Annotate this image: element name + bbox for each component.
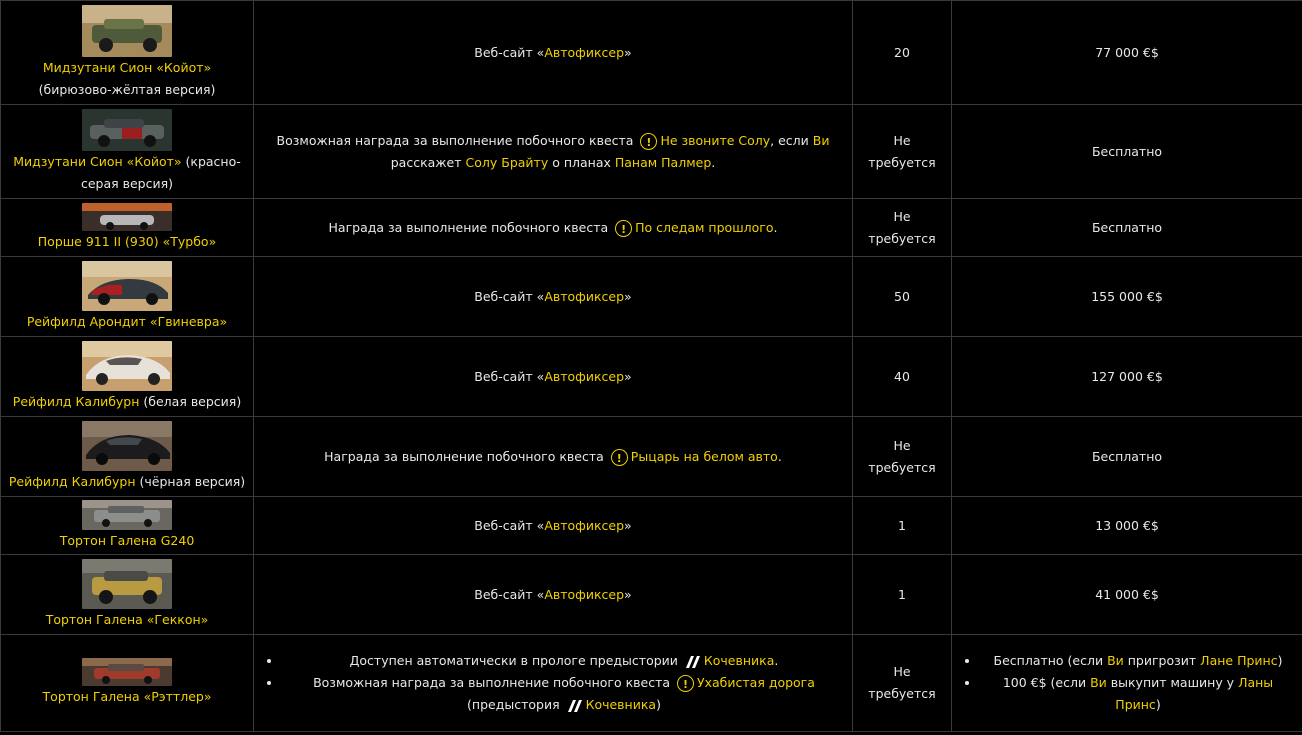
table-row bbox=[1, 497, 1302, 555]
price-text: ) bbox=[1277, 653, 1283, 668]
table-row bbox=[1, 555, 1302, 635]
price-list bbox=[958, 650, 1296, 716]
level-cell: Не требуется bbox=[853, 105, 952, 199]
vehicle-thumbnail[interactable] bbox=[82, 5, 172, 57]
vehicle-name-link[interactable]: Тортон Галена G240 bbox=[59, 532, 195, 548]
level-cell: Не требуется bbox=[853, 199, 952, 257]
character-link[interactable]: Ви bbox=[1090, 675, 1107, 690]
side-quest-icon: ! bbox=[615, 220, 632, 237]
character-link[interactable]: Ви bbox=[1107, 653, 1124, 668]
autofixer-link[interactable]: Автофиксер bbox=[544, 368, 625, 384]
source-text: , если bbox=[770, 132, 813, 148]
source-text: Награда за выполнение побочного квеста bbox=[324, 448, 608, 464]
vehicle-cell bbox=[1, 1, 254, 105]
vehicle-name-link[interactable]: Тортон Галена «Рэттлер» bbox=[42, 689, 212, 704]
table-row bbox=[1, 105, 1302, 199]
character-link[interactable]: Панам Палмер bbox=[614, 154, 712, 170]
price-cell: 41 000 €$ bbox=[952, 555, 1302, 635]
source-text: (предыстория bbox=[467, 697, 564, 712]
quest-link[interactable]: Не звоните Солу bbox=[660, 132, 771, 148]
table-row bbox=[1, 417, 1302, 497]
price-cell: Бесплатно bbox=[952, 105, 1302, 199]
vehicle-cell bbox=[1, 635, 254, 732]
vehicle-thumbnail[interactable] bbox=[82, 203, 172, 231]
table-row bbox=[1, 337, 1302, 417]
vehicle-name-link[interactable]: Рейфилд Арондит «Гвиневра» bbox=[26, 313, 228, 329]
level-cell: 40 bbox=[853, 337, 952, 417]
source-cell bbox=[254, 635, 853, 732]
vehicle-cell bbox=[1, 555, 254, 635]
list-item bbox=[980, 650, 1296, 672]
price-text: ) bbox=[1155, 697, 1161, 712]
source-cell bbox=[254, 105, 853, 199]
source-text: Веб-сайт « bbox=[474, 368, 545, 384]
source-text: Возможная награда за выполнение побочного квеста bbox=[313, 675, 674, 690]
source-text: Награда за выполнение побочного квеста bbox=[328, 219, 613, 235]
source-cell bbox=[254, 337, 853, 417]
vehicle-thumbnail[interactable] bbox=[82, 500, 172, 530]
source-text: ) bbox=[656, 697, 661, 712]
character-link[interactable]: Ланы Принс bbox=[1115, 675, 1274, 712]
vehicle-thumbnail[interactable] bbox=[82, 109, 172, 151]
vehicle-cell bbox=[1, 337, 254, 417]
vehicle-cell bbox=[1, 417, 254, 497]
level-cell: 1 bbox=[853, 555, 952, 635]
vehicle-cell bbox=[1, 497, 254, 555]
table-row bbox=[1, 257, 1302, 337]
price-cell: 155 000 €$ bbox=[952, 257, 1302, 337]
source-cell bbox=[254, 257, 853, 337]
price-cell: 13 000 €$ bbox=[952, 497, 1302, 555]
vehicle-cell bbox=[1, 257, 254, 337]
list-item bbox=[980, 672, 1296, 716]
vehicle-cell bbox=[1, 105, 254, 199]
vehicle-variant: (чёрная версия) bbox=[135, 473, 246, 489]
source-cell bbox=[254, 555, 853, 635]
vehicle-name-link[interactable]: Мидзутани Сион «Койот» bbox=[42, 59, 212, 75]
vehicle-thumbnail[interactable] bbox=[82, 261, 172, 311]
vehicle-thumbnail[interactable] bbox=[82, 341, 172, 391]
vehicle-variant: (бирюзово-жёлтая версия) bbox=[38, 81, 216, 97]
level-cell: 20 bbox=[853, 1, 952, 105]
source-text: Возможная награда за выполнение побочного квеста bbox=[276, 132, 638, 148]
vehicle-thumbnail[interactable] bbox=[82, 658, 172, 686]
list-item bbox=[282, 672, 846, 716]
price-text: выкупит машину у bbox=[1106, 675, 1239, 690]
source-cell bbox=[254, 1, 853, 105]
vehicle-name-link[interactable]: Мидзутани Сион «Койот» bbox=[13, 153, 182, 169]
source-text: . bbox=[711, 154, 716, 170]
source-text: Веб-сайт « bbox=[474, 586, 545, 602]
price-cell: Бесплатно bbox=[952, 199, 1302, 257]
character-link[interactable]: Ви bbox=[812, 132, 830, 148]
source-text: Веб-сайт « bbox=[474, 517, 545, 533]
source-cell bbox=[254, 497, 853, 555]
level-cell: Не требуется bbox=[853, 417, 952, 497]
lifepath-link[interactable]: Кочевника bbox=[703, 653, 775, 668]
quest-link[interactable]: Рыцарь на белом авто bbox=[630, 448, 778, 464]
price-cell: 127 000 €$ bbox=[952, 337, 1302, 417]
vehicle-variant: (красно-серая версия) bbox=[80, 153, 241, 191]
vehicle-name-link[interactable]: Рейфилд Калибурн bbox=[8, 473, 136, 489]
vehicle-thumbnail[interactable] bbox=[82, 559, 172, 609]
source-text: о планах bbox=[548, 154, 615, 170]
source-text: » bbox=[624, 586, 632, 602]
vehicle-name-link[interactable]: Тортон Галена «Геккон» bbox=[45, 611, 209, 627]
nomad-lifepath-icon bbox=[567, 699, 583, 713]
nomad-lifepath-icon bbox=[685, 655, 701, 669]
source-text: Веб-сайт « bbox=[474, 44, 545, 60]
autofixer-link[interactable]: Автофиксер bbox=[544, 517, 625, 533]
source-text: » bbox=[624, 517, 632, 533]
source-text: . bbox=[777, 448, 782, 464]
source-cell bbox=[254, 417, 853, 497]
price-cell: 77 000 €$ bbox=[952, 1, 1302, 105]
price-text: Бесплатно (если bbox=[993, 653, 1108, 668]
autofixer-link[interactable]: Автофиксер bbox=[544, 586, 625, 602]
side-quest-icon: ! bbox=[640, 133, 657, 150]
vehicle-variant: (белая версия) bbox=[139, 393, 242, 409]
autofixer-link[interactable]: Автофиксер bbox=[544, 288, 625, 304]
vehicle-name-link[interactable]: Порше 911 II (930) «Турбо» bbox=[37, 233, 217, 249]
source-list bbox=[260, 650, 846, 716]
table-row bbox=[1, 199, 1302, 257]
source-text: . bbox=[774, 653, 779, 668]
lifepath-link[interactable]: Кочевника bbox=[585, 697, 657, 712]
autofixer-link[interactable]: Автофиксер bbox=[544, 44, 625, 60]
side-quest-icon: ! bbox=[611, 449, 628, 466]
source-text: . bbox=[773, 219, 778, 235]
level-cell: 1 bbox=[853, 497, 952, 555]
table-row bbox=[1, 635, 1302, 732]
level-cell: 50 bbox=[853, 257, 952, 337]
price-text: пригрозит bbox=[1123, 653, 1201, 668]
vehicle-name-link[interactable]: Рейфилд Калибурн bbox=[12, 393, 140, 409]
quest-link[interactable]: Ухабистая дорога bbox=[697, 675, 815, 690]
character-link[interactable]: Солу Брайту bbox=[465, 154, 549, 170]
source-cell bbox=[254, 199, 853, 257]
level-cell: Не требуется bbox=[853, 635, 952, 732]
table-row bbox=[1, 1, 1302, 105]
vehicle-thumbnail[interactable] bbox=[82, 421, 172, 471]
list-item bbox=[282, 650, 846, 672]
source-text: » bbox=[624, 44, 632, 60]
side-quest-icon: ! bbox=[677, 675, 694, 692]
vehicle-cell bbox=[1, 199, 254, 257]
source-text: Доступен автоматически в прологе предыстории bbox=[349, 653, 682, 668]
character-link[interactable]: Лане Принс bbox=[1200, 653, 1278, 668]
price-text: 100 €$ (если bbox=[1002, 675, 1091, 690]
quest-link[interactable]: По следам прошлого bbox=[635, 219, 774, 235]
source-text: » bbox=[624, 288, 632, 304]
price-cell bbox=[952, 635, 1302, 732]
source-text: расскажет bbox=[390, 154, 466, 170]
source-text: » bbox=[624, 368, 632, 384]
price-cell: Бесплатно bbox=[952, 417, 1302, 497]
source-text: Веб-сайт « bbox=[474, 288, 545, 304]
